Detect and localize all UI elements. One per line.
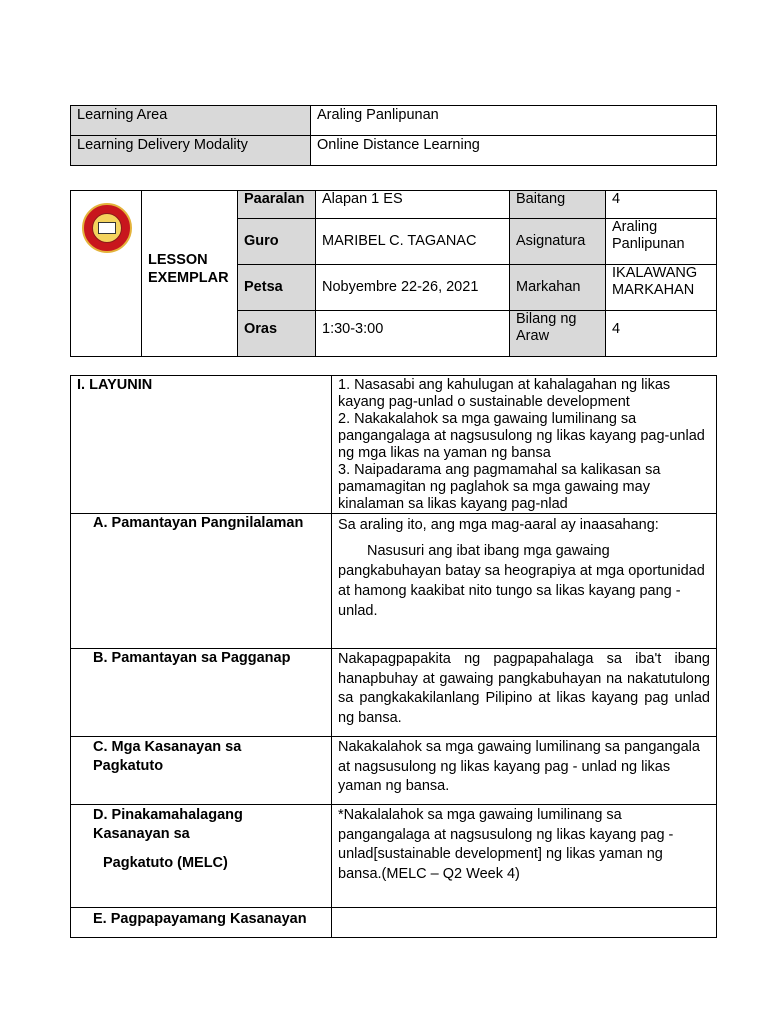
bilang-label bbox=[510, 311, 606, 357]
layunin-label: I. LAYUNIN bbox=[71, 376, 332, 514]
lesson-exemplar-title bbox=[142, 191, 238, 357]
table-row bbox=[71, 106, 717, 136]
layunin-list bbox=[332, 376, 717, 514]
markahan-value bbox=[606, 265, 717, 311]
table-row bbox=[71, 376, 717, 514]
paaralan-value: Alapan 1 ES bbox=[316, 191, 510, 219]
bilang-line-1: Bilang ng bbox=[516, 311, 577, 327]
guro-label: Guro bbox=[238, 219, 316, 265]
guro-value: MARIBEL C. TAGANAC bbox=[316, 219, 510, 265]
learning-info-table bbox=[70, 105, 717, 166]
paaralan-label: Paaralan bbox=[238, 191, 316, 219]
delivery-modality-label: Learning Delivery Modality bbox=[71, 136, 311, 166]
pamantayan-pagganap-label: B. Pamantayan sa Pagganap bbox=[71, 649, 332, 737]
pamantayan-pangnilalaman-label: A. Pamantayan Pangnilalaman bbox=[71, 514, 332, 649]
kasanayan-label bbox=[71, 737, 332, 805]
title-line-2: EXEMPLAR bbox=[148, 270, 229, 286]
bilang-value: 4 bbox=[606, 311, 717, 357]
lesson-header-table bbox=[70, 190, 717, 357]
oras-value: 1:30-3:00 bbox=[316, 311, 510, 357]
bilang-line-2: Araw bbox=[516, 328, 550, 344]
kasanayan-body: Nakakalahok sa mga gawaing lumilinang sa pangangala at nagsusulong ng likas kayang pag - unlad ng likas yaman ng bansa. bbox=[332, 737, 717, 805]
table-row bbox=[71, 136, 717, 166]
learning-area-value: Araling Panlipunan bbox=[311, 106, 717, 136]
melc-label-2: Kasanayan sa bbox=[93, 826, 190, 842]
baitang-value: 4 bbox=[606, 191, 717, 219]
melc-body: *Nakalalahok sa mga gawaing lumilinang sa pangangalaga at nagsusulong ng likas kayang pag - unlad[sustainable development] ng likas yaman ng bansa.(MELC – Q2 Week 4) bbox=[332, 805, 717, 908]
markahan-line-1: IKALAWANG bbox=[612, 265, 698, 281]
pamantayan-pagganap-body: Nakapagpapakita ng pagpapahalaga sa iba't ibang hanapbuhay at gawaing pangkabuhayan na nakatutulong sa pangkakakilanlang Pilipino at likas kayang pag unlad ng bansa. bbox=[332, 649, 717, 737]
asignatura-value bbox=[606, 219, 717, 265]
school-seal-icon bbox=[82, 203, 132, 253]
pamantayan-pangnilalaman-body bbox=[332, 514, 717, 649]
asignatura-line-2: Panlipunan bbox=[612, 236, 685, 252]
kasanayan-label-1: C. Mga Kasanayan sa bbox=[93, 739, 242, 755]
objectives-table bbox=[70, 375, 717, 938]
pagpapayamang-kasanayan-label: E. Pagpapayamang Kasanayan bbox=[71, 908, 332, 938]
title-line-1: LESSON bbox=[148, 252, 208, 268]
learning-area-label: Learning Area bbox=[71, 106, 311, 136]
layunin-item: 2. Nakakalahok sa mga gawaing lumilinang sa pangangalaga at nagsusulong ng likas kayang pag-unlad ng mga likas na yaman ng bansa bbox=[338, 411, 705, 461]
layunin-item: 3. Naipadarama ang pagmamahal sa kalikasan sa pamamagitan ng paglahok sa mga gawaing may kinalaman sa likas kayang pag-nlad bbox=[338, 462, 661, 512]
petsa-value: Nobyembre 22-26, 2021 bbox=[316, 265, 510, 311]
pamantayan-text: Nasusuri ang ibat ibang mga gawaing pangkabuhayan batay sa heograpiya at mga oportunidad at hamong kaakibat nito tungo sa likas kayang pang -unlad. bbox=[338, 543, 705, 619]
table-row bbox=[71, 649, 717, 737]
table-row bbox=[71, 514, 717, 649]
kasanayan-label-2: Pagkatuto bbox=[93, 758, 164, 774]
oras-label: Oras bbox=[238, 311, 316, 357]
asignatura-line-1: Araling bbox=[612, 219, 658, 235]
asignatura-label: Asignatura bbox=[510, 219, 606, 265]
petsa-label: Petsa bbox=[238, 265, 316, 311]
layunin-item: 1. Nasasabi ang kahulugan at kahalagahan ng likas kayang pag-unlad o sustainable development bbox=[338, 377, 671, 410]
melc-label-3: Pagkatuto (MELC) bbox=[103, 855, 228, 871]
baitang-label: Baitang bbox=[510, 191, 606, 219]
table-row bbox=[71, 805, 717, 908]
delivery-modality-value: Online Distance Learning bbox=[311, 136, 717, 166]
table-row bbox=[71, 737, 717, 805]
pagpapayamang-kasanayan-body bbox=[332, 908, 717, 938]
table-row bbox=[71, 908, 717, 938]
markahan-label: Markahan bbox=[510, 265, 606, 311]
markahan-line-2: MARKAHAN bbox=[612, 282, 695, 298]
logo-cell bbox=[71, 191, 142, 357]
melc-label-1: D. Pinakamahalagang bbox=[93, 807, 243, 823]
melc-label bbox=[71, 805, 332, 908]
table-row bbox=[71, 191, 717, 219]
pamantayan-intro: Sa araling ito, ang mga mag-aaral ay inaasahang: bbox=[338, 517, 659, 533]
